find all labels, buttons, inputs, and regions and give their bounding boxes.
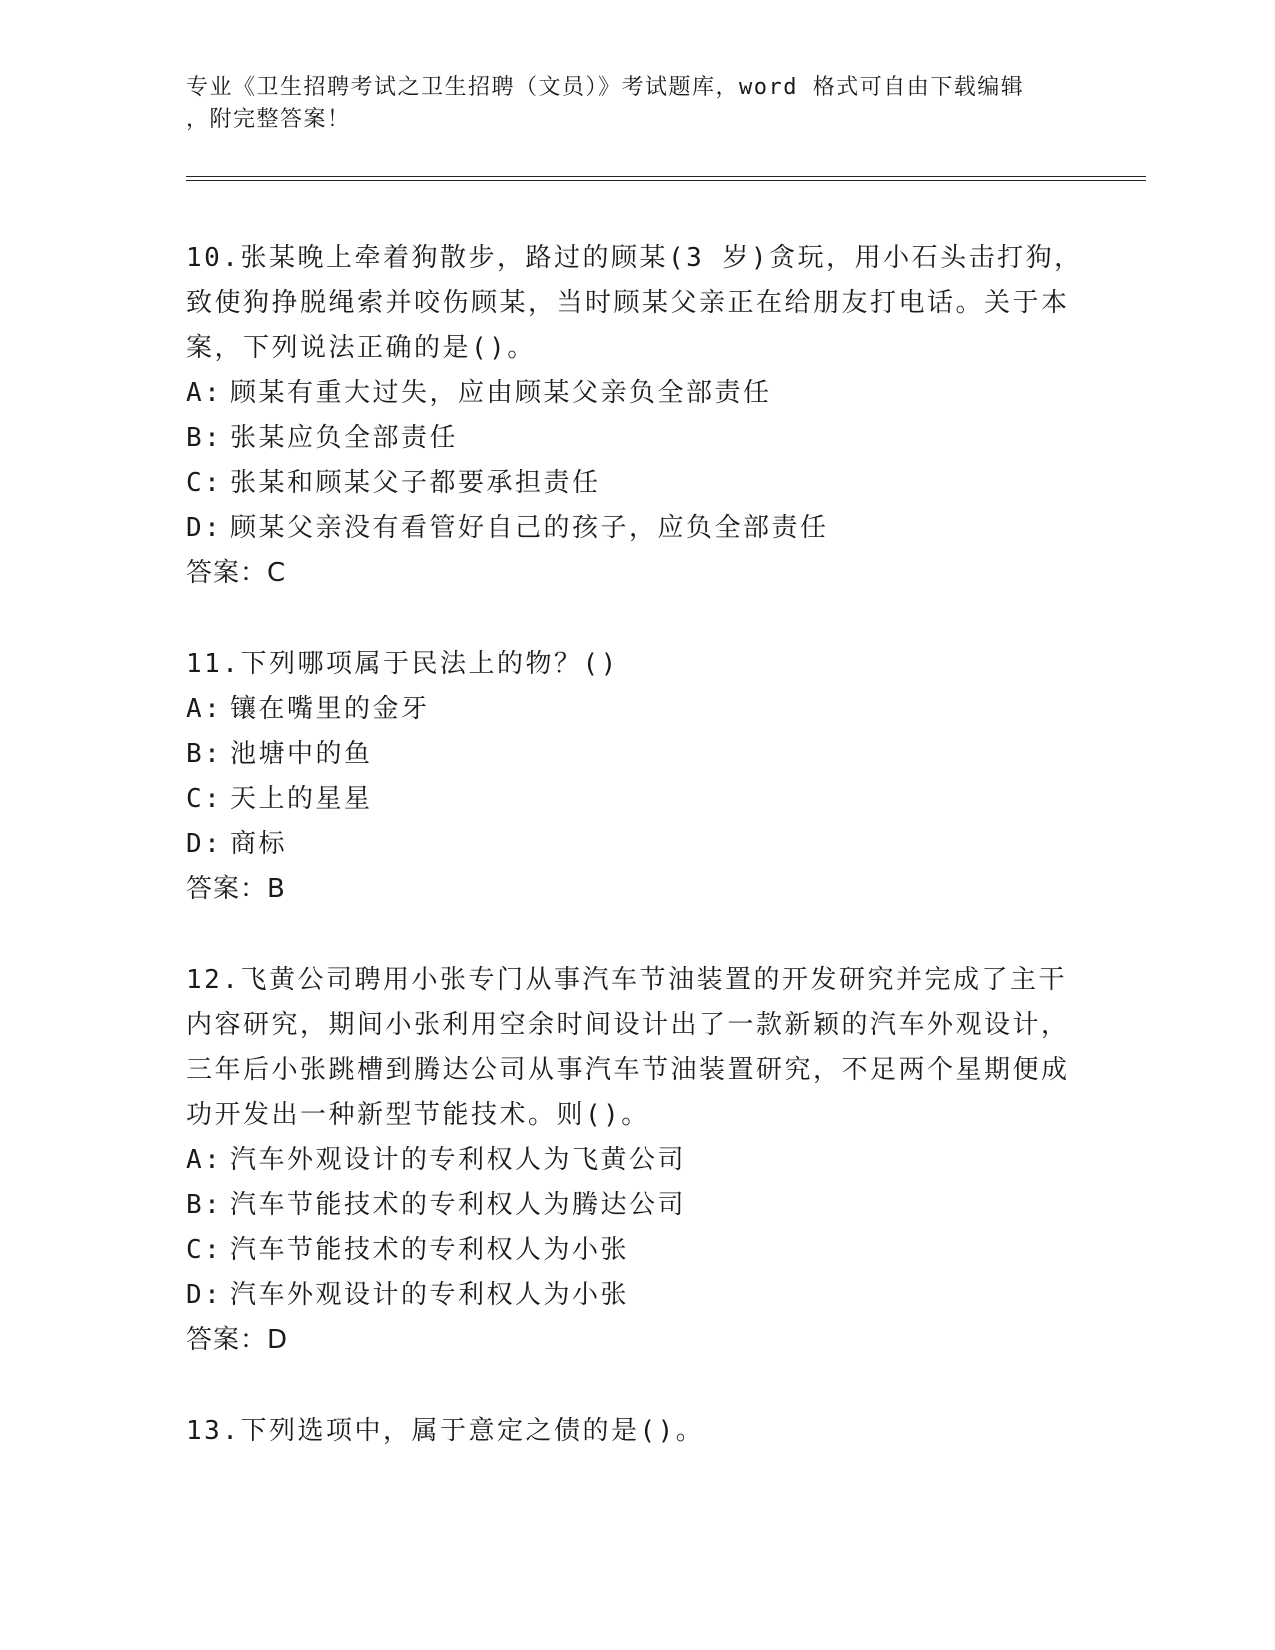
option-a xyxy=(186,1138,1086,1183)
option-letter: C: xyxy=(186,468,223,498)
option-letter: B: xyxy=(186,423,223,453)
option-text: 汽车节能技术的专利权人为腾达公司 xyxy=(230,1190,687,1220)
option-letter: B: xyxy=(186,1190,223,1220)
option-c xyxy=(186,777,1086,822)
question-11 xyxy=(186,642,1086,912)
option-text: 商标 xyxy=(230,829,288,859)
option-text: 汽车节能技术的专利权人为小张 xyxy=(230,1235,630,1265)
option-text: 张某和顾某父子都要承担责任 xyxy=(230,468,601,498)
option-b xyxy=(186,416,1086,461)
option-d xyxy=(186,822,1086,867)
header-divider xyxy=(186,176,1146,181)
option-letter: B: xyxy=(186,739,223,769)
option-c xyxy=(186,1228,1086,1273)
option-letter: C: xyxy=(186,1235,223,1265)
answer-line: 答案：C xyxy=(186,558,287,588)
header-line-1: 专业《卫生招聘考试之卫生招聘（文员）》考试题库，word 格式可自由下载编辑 xyxy=(186,75,1025,100)
option-text: 张某应负全部责任 xyxy=(230,423,459,453)
option-b xyxy=(186,1183,1086,1228)
question-stem: 10.张某晚上牵着狗散步，路过的顾某(3 岁)贪玩，用小石头击打狗，致使狗挣脱绳索并咬伤顾某，当时顾某父亲正在给朋友打电话。关于本案，下列说法正确的是()。 xyxy=(186,243,1083,363)
option-b xyxy=(186,732,1086,777)
option-text: 汽车外观设计的专利权人为小张 xyxy=(230,1280,630,1310)
option-letter: A: xyxy=(186,1145,223,1175)
question-stem: 13.下列选项中，属于意定之债的是()。 xyxy=(186,1416,705,1446)
option-letter: A: xyxy=(186,694,223,724)
question-12 xyxy=(186,958,1086,1363)
option-text: 顾某有重大过失，应由顾某父亲负全部责任 xyxy=(230,378,772,408)
document-header xyxy=(186,72,1066,136)
option-letter: D: xyxy=(186,829,223,859)
option-text: 镶在嘴里的金牙 xyxy=(230,694,430,724)
option-c xyxy=(186,461,1086,506)
option-d xyxy=(186,506,1086,551)
question-13 xyxy=(186,1409,1086,1454)
answer-line: 答案：B xyxy=(186,874,286,904)
header-line-2: ，附完整答案！ xyxy=(186,107,351,132)
question-10 xyxy=(186,236,1086,596)
question-stem: 11.下列哪项属于民法上的物？() xyxy=(186,649,619,679)
option-letter: D: xyxy=(186,513,223,543)
option-d xyxy=(186,1273,1086,1318)
option-letter: A: xyxy=(186,378,223,408)
option-text: 顾某父亲没有看管好自己的孩子，应负全部责任 xyxy=(230,513,829,543)
option-a xyxy=(186,371,1086,416)
option-letter: C: xyxy=(186,784,223,814)
option-text: 池塘中的鱼 xyxy=(230,739,373,769)
option-text: 天上的星星 xyxy=(230,784,373,814)
option-a xyxy=(186,687,1086,732)
option-text: 汽车外观设计的专利权人为飞黄公司 xyxy=(230,1145,687,1175)
question-list xyxy=(186,236,1086,1500)
option-letter: D: xyxy=(186,1280,223,1310)
question-stem: 12.飞黄公司聘用小张专门从事汽车节油装置的开发研究并完成了主干内容研究，期间小张利用空余时间设计出了一款新颖的汽车外观设计，三年后小张跳槽到腾达公司从事汽车节油装置研究，不足两个星期便成功开发出一种新型节能技术。则()。 xyxy=(186,965,1070,1130)
answer-line: 答案：D xyxy=(186,1325,289,1355)
